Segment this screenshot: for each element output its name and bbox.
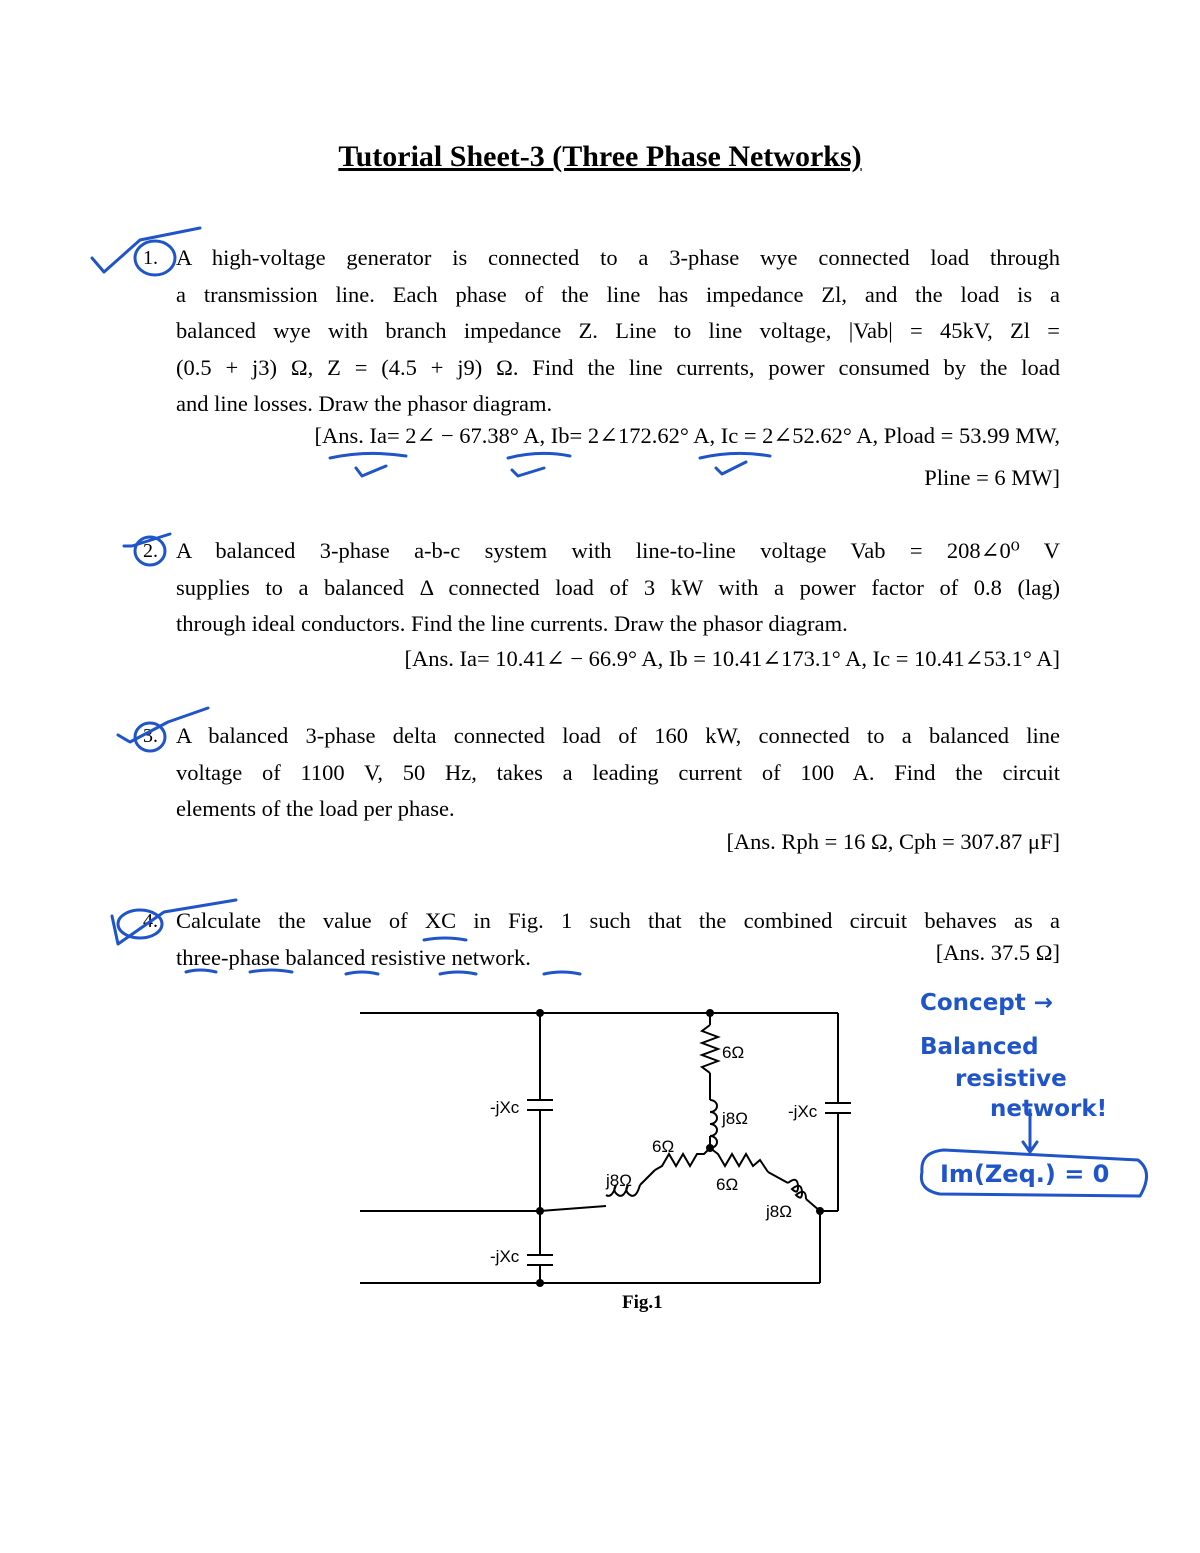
question-1 [176, 240, 1060, 423]
question-4 [176, 903, 1060, 976]
inductor-label-top: j8Ω [722, 1109, 748, 1128]
resistor-label-right: 6Ω [716, 1175, 739, 1194]
page-title: Tutorial Sheet-3 (Three Phase Networks) [338, 140, 862, 173]
q4-line: three-phase balanced resistive network. [176, 944, 531, 970]
resistor-label-top: 6Ω [722, 1043, 745, 1062]
circuit-diagram [340, 990, 860, 1300]
q1-line: balanced wye with branch impedance Z. Line to line voltage, |Vab| = 45kV, Zl = [176, 318, 1060, 343]
q1-line: a transmission line. Each phase of the line has impedance Zl, and the load is a [176, 281, 1060, 307]
q3-line: A balanced 3-phase delta connected load of 160 kW, connected to a balanced line [176, 723, 1060, 748]
q1-line: and line losses. Draw the phasor diagram. [176, 391, 553, 416]
note-line-4: network! [990, 1096, 1108, 1122]
cap-label-left-top: -jXc [490, 1098, 520, 1117]
figure-caption: Fig.1 [622, 1292, 663, 1313]
q1-answer-line2: Pline = 6 MW] [924, 465, 1060, 490]
resistor-label-left: 6Ω [652, 1137, 675, 1156]
cap-label-right: -jXc [788, 1102, 818, 1121]
q1-answer-line1: [Ans. Ia= 2∠ − 67.38° A, Ib= 2∠172.62° A, Ic = 2∠52.62° A, Pload = 53.99 MW, [314, 423, 1060, 448]
q2-line: A balanced 3-phase a-b-c system with line-to-line voltage Vab = 208∠0⁰ V [176, 538, 1060, 563]
q1-line: A high-voltage generator is connected to a 3-phase wye connected load through [176, 245, 1060, 270]
cap-label-left-bottom: -jXc [490, 1247, 520, 1266]
q2-line: through ideal conductors. Find the line currents. Draw the phasor diagram. [176, 611, 848, 636]
q2-number: 2. [143, 540, 158, 562]
question-3 [176, 718, 1060, 828]
q3-line: voltage of 1100 V, 50 Hz, takes a leading current of 100 A. Find the circuit [176, 759, 1060, 785]
q3-number: 3. [143, 725, 158, 747]
q3-line: elements of the load per phase. [176, 796, 455, 821]
inductor-label-left: j8Ω [606, 1171, 632, 1190]
note-line-2: Balanced [920, 1034, 1039, 1060]
inductor-label-right: j8Ω [766, 1202, 792, 1221]
q4-line: Calculate the value of XC in Fig. 1 such that the combined circuit behaves as a [176, 908, 1060, 933]
q4-number: 4. [143, 910, 158, 932]
q1-number: 1. [143, 247, 158, 269]
q1-line: (0.5 + j3) Ω, Z = (4.5 + j9) Ω. Find the line currents, power consumed by the load [176, 354, 1060, 380]
q2-line: supplies to a balanced Δ connected load of 3 kW with a power factor of 0.8 (lag) [176, 574, 1060, 600]
q4-answer: [Ans. 37.5 Ω] [935, 940, 1060, 965]
q3-answer: [Ans. Rph = 16 Ω, Cph = 307.87 μF] [726, 829, 1060, 854]
q2-answer: [Ans. Ia= 10.41∠ − 66.9° A, Ib = 10.41∠173.1° A, Ic = 10.41∠53.1° A] [404, 646, 1060, 671]
note-line-1: Concept → [920, 990, 1054, 1016]
note-line-3: resistive [955, 1066, 1067, 1092]
note-line-5: Im(Zeq.) = 0 [940, 1160, 1110, 1188]
question-2 [176, 533, 1060, 643]
